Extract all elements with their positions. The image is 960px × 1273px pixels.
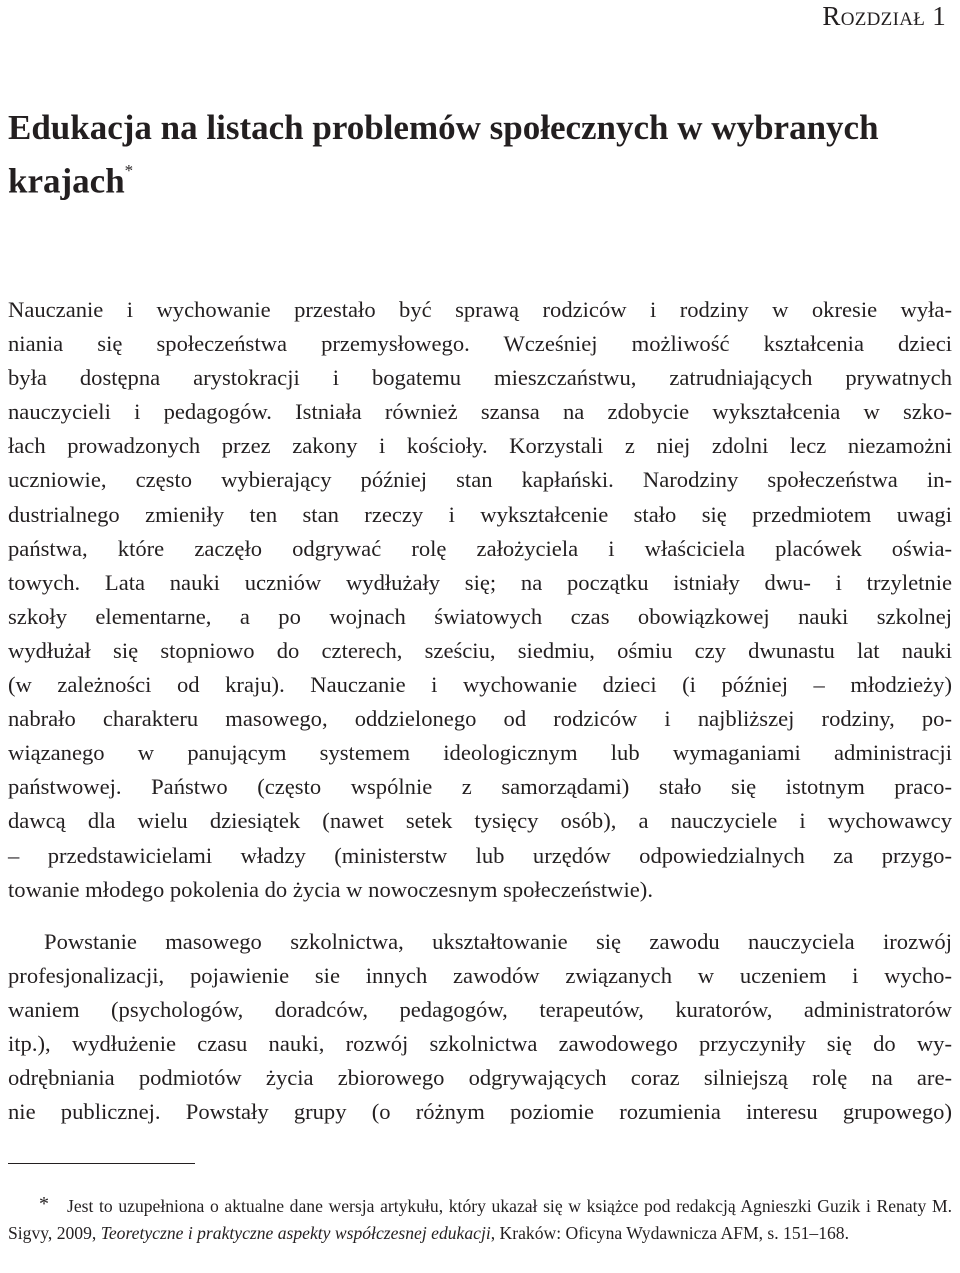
footnote-book-title: Teoretyczne i praktyczne aspekty współczesnej edukacji [100,1223,491,1243]
text-line: nauczycieli i pedagogów. Istniała również szansa na zdobycie wykształcenia w szko- [8,399,952,425]
text-line: Powstanie masowego szkolnictwa, ukształtowanie się zawodu nauczyciela irozwój [44,929,952,954]
paragraph-2 [8,925,952,1130]
footnote-text: Jest to uzupełniona o aktualne dane wersja artykułu, który ukazał się w książce pod redakcją Agnieszki Guzik i Renaty M. Sigvy, 2009, [8,1196,952,1243]
text-line: państwowej. Państwo (często wspólnie z samorządami) stało się istotnym praco- [8,774,952,800]
text-line: towanie młodego pokolenia do życia w nowoczesnym społeczeństwie). [8,876,653,902]
text-line: Nauczanie i wychowanie przestało być sprawą rodziców i rodziny w okresie wyła- [8,297,952,322]
title-text: Edukacja na listach problemów społecznych w wybranych krajach [8,108,879,201]
text-line: niania się społeczeństwa przemysłowego. Wcześniej możliwość kształcenia dzieci [8,331,952,357]
text-line: wiązanego w panującym systemem ideologicznym lub wymaganiami administracji [8,740,952,766]
title-footnote-mark: * [124,161,134,180]
text-line: była dostępna arystokracji i bogatemu mieszczaństwu, zatrudniających prywatnych [8,365,952,391]
footnote-separator [8,1163,195,1164]
text-line: (w zależności od kraju). Nauczanie i wychowanie dzieci (i później – młodzieży) [8,672,952,698]
text-line: uczniowie, często wybierający później stan kapłański. Narodziny społeczeństwa in- [8,467,952,493]
text-line: itp.), wydłużenie czasu nauki, rozwój szkolnictwa zawodowego przyczyniły się do wy- [8,1031,952,1057]
text-line: dustrialnego zmieniły ten stan rzeczy i wykształcenie stało się przedmiotem uwagi [8,501,952,527]
text-line: państwa, które zaczęło odgrywać rolę założyciela i właściciela placówek oświa- [8,535,952,561]
footnote-publisher: , Kraków: Oficyna Wydawnicza AFM, s. 151–168. [490,1223,849,1243]
paragraph-1 [8,293,952,907]
footnote [8,1193,952,1247]
text-line: nie publicznej. Powstały grupy (o różnym poziomie rozumienia interesu grupowego) [8,1099,952,1125]
text-line: – przedstawicielami władzy (ministerstw lub urzędów odpowiedzialnych za przygo- [8,842,952,868]
article-title [8,104,948,205]
text-line: waniem (psychologów, doradców, pedagogów, terapeutów, kuratorów, administratorów [8,997,952,1023]
text-line: towych. Lata nauki uczniów wydłużały się; na początku istniały dwu- i trzyletnie [8,569,952,595]
text-line: wydłużał się stopniowo do czterech, sześciu, siedmiu, ośmiu czy dwunastu lat nauki [8,637,952,663]
text-line: profesjonalizacji, pojawienie sie innych zawodów związanych w uczeniem i wycho- [8,963,952,989]
text-line: szkoły elementarne, a po wojnach światowych czas obowiązkowej nauki szkolnej [8,603,952,629]
text-line: łach prowadzonych przez zakony i kościoły. Korzystali z niej zdolni lecz niezamożni [8,433,952,459]
text-line: odrębniania podmiotów życia zbiorowego odgrywających coraz silniejszą rolę na are- [8,1065,952,1091]
text-line: dawcą dla wielu dziesiątek (nawet setek tysięcy osób), a nauczyciele i wychowawcy [8,808,952,834]
chapter-label: Rozdział 1 [822,1,946,31]
footnote-mark: * [39,1193,49,1215]
text-line: nabrało charakteru masowego, oddzielonego od rodziców i najbliższej rodziny, po- [8,706,952,732]
